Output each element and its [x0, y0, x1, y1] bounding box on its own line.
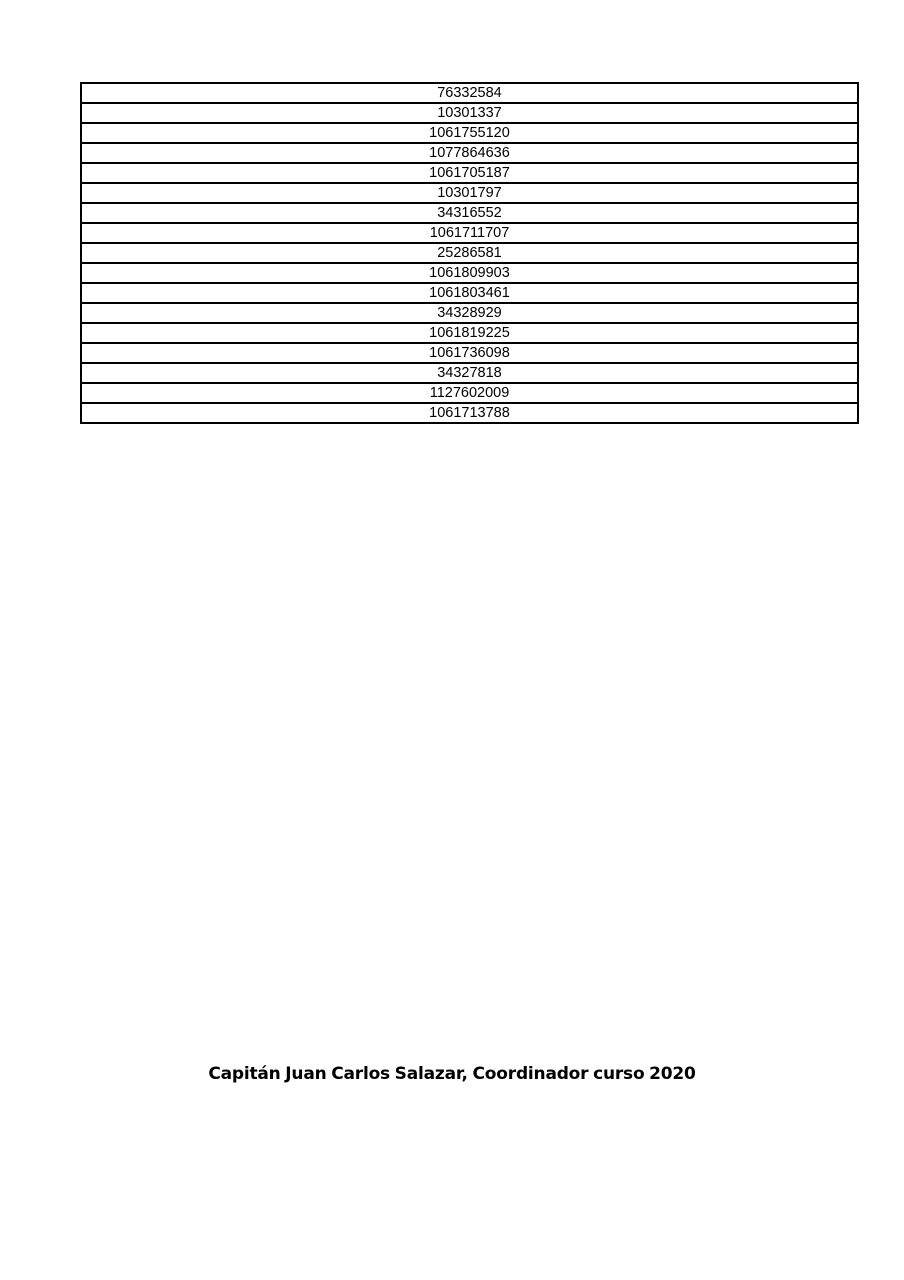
table-row [81, 403, 858, 423]
table-cell: 1061713788 [81, 403, 858, 423]
table-row [81, 83, 858, 103]
table-row [81, 143, 858, 163]
table-row [81, 203, 858, 223]
table-cell: 1061705187 [81, 163, 858, 183]
table-cell: 34327818 [81, 363, 858, 383]
table-cell: 76332584 [81, 83, 858, 103]
table-cell: 10301797 [81, 183, 858, 203]
table-row [81, 103, 858, 123]
coordinator-signature-line: Capitán Juan Carlos Salazar, Coordinador curso 2020 [208, 1064, 696, 1084]
table-row [81, 383, 858, 403]
table-row [81, 123, 858, 143]
table-cell: 34328929 [81, 303, 858, 323]
table-row [81, 183, 858, 203]
table-cell: 10301337 [81, 103, 858, 123]
table-cell: 1061736098 [81, 343, 858, 363]
table-row [81, 363, 858, 383]
table-cell: 1061755120 [81, 123, 858, 143]
table-row [81, 303, 858, 323]
table-row [81, 283, 858, 303]
table-row [81, 323, 858, 343]
table-cell: 34316552 [81, 203, 858, 223]
table-cell: 1061803461 [81, 283, 858, 303]
table-row [81, 223, 858, 243]
table-row [81, 343, 858, 363]
table-cell: 1077864636 [81, 143, 858, 163]
table-row [81, 243, 858, 263]
table-row [81, 163, 858, 183]
table-cell: 25286581 [81, 243, 858, 263]
table-row [81, 263, 858, 283]
table-cell: 1061819225 [81, 323, 858, 343]
id-number-table [80, 82, 859, 424]
table-cell: 1061711707 [81, 223, 858, 243]
table-cell: 1061809903 [81, 263, 858, 283]
table-cell: 1127602009 [81, 383, 858, 403]
